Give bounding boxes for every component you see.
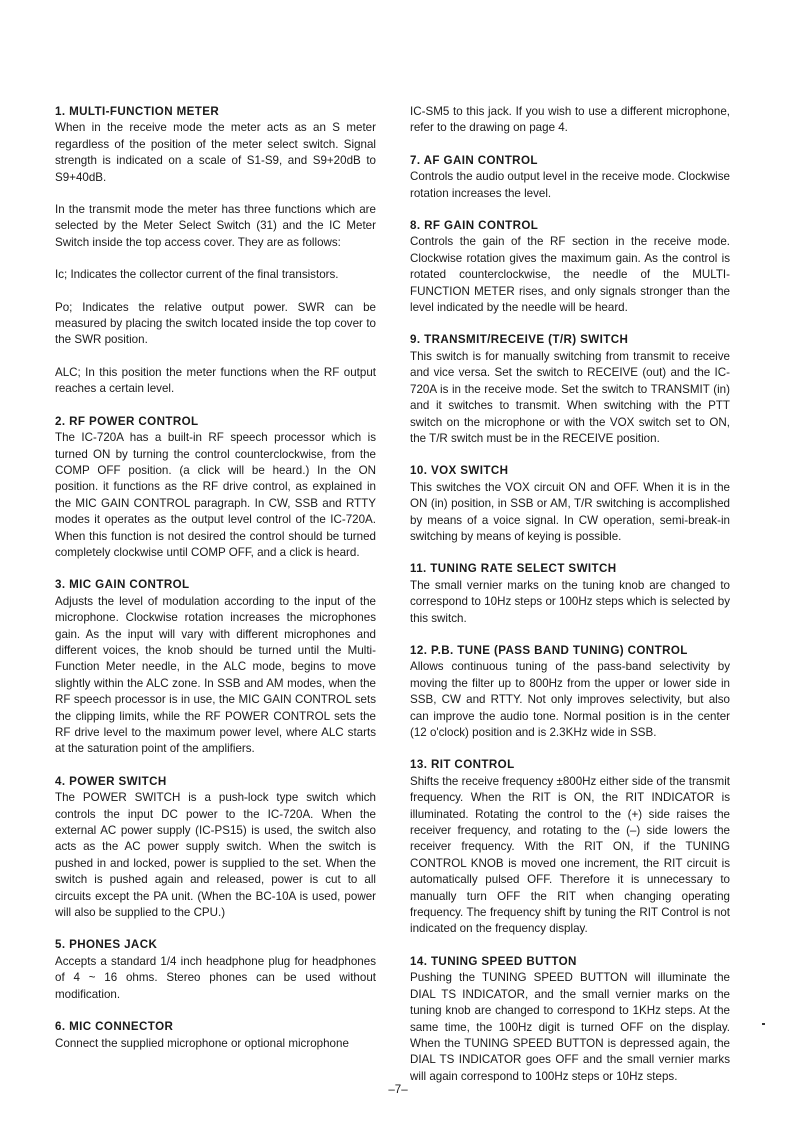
section bbox=[410, 561, 730, 627]
section-heading: 11. TUNING RATE SELECT SWITCH bbox=[410, 562, 617, 576]
section-heading: 9. TRANSMIT/RECEIVE (T/R) SWITCH bbox=[410, 333, 629, 347]
section-paragraph: This switches the VOX circuit ON and OFF. When it is in the ON (in) position, in SSB or AM, T/R switching is accomplished by means of a voice signal. In CW operation, semi-break-in switching by means of keying is possible. bbox=[410, 480, 730, 543]
section bbox=[410, 332, 730, 447]
section-heading: 7. AF GAIN CONTROL bbox=[410, 153, 538, 167]
section bbox=[410, 104, 730, 137]
section-paragraph: Connect the supplied microphone or optional microphone bbox=[55, 1036, 349, 1050]
section bbox=[410, 218, 730, 316]
section-paragraph: This switch is for manually switching from transmit to receive and vice versa. Set the switch to RECEIVE (out) and the IC-720A is in the receive mode. Set the switch to TRANSMIT (in) and it switches to transmit. When switching with the PTT switch on the microphone or with the VOX switch set to ON, the T/R switch must be in the RECEIVE position. bbox=[410, 349, 730, 445]
section-paragraph: Controls the audio output level in the receive mode. Clockwise rotation increases the level. bbox=[410, 170, 730, 200]
section bbox=[410, 463, 730, 545]
section bbox=[55, 104, 376, 398]
section-paragraph: Ic; Indicates the collector current of the final transistors. bbox=[55, 268, 339, 282]
section-heading: 4. POWER SWITCH bbox=[55, 774, 167, 788]
section-paragraph: The POWER SWITCH is a push-lock type switch which controls the input DC power to the IC-720A. When the external AC power supply (IC-PS15) is used, the switch also acts as the AC power supply switch. When the switch is pushed in and locked, power is supplied to the set. When the switch is pushed again and released, power is cut to all circuits except the PA unit. (When the BC-10A is used, power will also be supplied to the CPU.) bbox=[55, 791, 376, 920]
section-heading: 5. PHONES JACK bbox=[55, 938, 158, 952]
section bbox=[55, 577, 376, 757]
section bbox=[55, 937, 376, 1003]
section-heading: 14. TUNING SPEED BUTTON bbox=[410, 954, 577, 968]
section bbox=[410, 643, 730, 741]
section bbox=[410, 757, 730, 937]
section-heading: 6. MIC CONNECTOR bbox=[55, 1020, 174, 1034]
section bbox=[410, 153, 730, 202]
section-paragraph: ALC; In this position the meter functions when the RF output reaches a certain level. bbox=[55, 365, 376, 396]
section-heading: 12. P.B. TUNE (PASS BAND TUNING) CONTROL bbox=[410, 643, 688, 657]
section bbox=[55, 1019, 376, 1052]
section-heading: 2. RF POWER CONTROL bbox=[55, 414, 199, 428]
section-paragraph: The IC-720A has a built-in RF speech processor which is turned ON by turning the control counterclockwise, from the COMP OFF position. (a click will be heard.) In the ON position. it functions as the RF drive control, as explained in the MIC GAIN CONTROL paragraph. In CW, SSB and RTTY modes it operates as the output level control of the IC-720A. When this function is not desired the control should be turned completely clockwise until COMP OFF, and a click is heard. bbox=[55, 431, 376, 559]
section-paragraph: Pushing the TUNING SPEED BUTTON will illuminate the DIAL TS INDICATOR, and the small vernier marks on the tuning knob are changed to correspond to 1KHz steps. At the same time, the 100Hz digit is turned OFF on the display. When the TUNING SPEED BUTTON is depressed again, the DIAL TS INDICATOR goes OFF and the small vernier marks will again correspond to 100Hz steps or 10Hz steps. bbox=[410, 971, 730, 1083]
section-paragraph: Accepts a standard 1/4 inch headphone plug for headphones of 4 ~ 16 ohms. Stereo phones can be used without modification. bbox=[55, 954, 376, 1001]
section bbox=[55, 774, 376, 922]
left-column bbox=[55, 104, 376, 1052]
section-heading: 1. MULTI-FUNCTION METER bbox=[55, 105, 220, 118]
section-heading: 13. RIT CONTROL bbox=[410, 758, 515, 772]
section-heading: 10. VOX SWITCH bbox=[410, 464, 509, 478]
section-paragraph: Controls the gain of the RF section in the receive mode. Clockwise rotation gives the maximum gain. As the control is rotated counterclockwise, the needle of the MULTI-FUNCTION METER rises, and only signals stronger than the level indicated by the needle will be heard. bbox=[410, 235, 730, 315]
stray-mark bbox=[762, 1023, 765, 1025]
section-paragraph: Po; Indicates the relative output power. SWR can be measured by placing the switch located inside the top cover to the SWR position. bbox=[55, 300, 376, 347]
section bbox=[410, 954, 730, 1085]
section-paragraph: When in the receive mode the meter acts as an S meter regardless of the position of the meter select switch. Signal strength is indicated on a scale of S1-S9, and S9+20dB to S9+40dB. bbox=[55, 121, 376, 184]
page-number: –7– bbox=[388, 1083, 408, 1096]
section-paragraph: The small vernier marks on the tuning knob are changed to correspond to 10Hz steps or 100Hz steps which is selected by this switch. bbox=[410, 578, 730, 625]
section-paragraph: Shifts the receive frequency ±800Hz either side of the transmit frequency. When the RIT is ON, the RIT INDICATOR is illuminated. Rotating the control to the (+) side raises the receiver frequency, and rotating to the (–) side lowers the receiver frequency. With the RIT ON, if the TUNING CONTROL KNOB is moved one increment, the RIT circuit is automatically pulsed OFF. Therefore it is unnecessary to manually turn OFF the RIT when changing operating frequency. The frequency shift by tuning the RIT Control is not indicated on the frequency display. bbox=[410, 774, 730, 936]
section-paragraph: IC-SM5 to this jack. If you wish to use a different microphone, refer to the drawing on page 4. bbox=[410, 105, 730, 135]
right-column bbox=[410, 104, 730, 1085]
section-heading: 8. RF GAIN CONTROL bbox=[410, 219, 539, 233]
section-heading: 3. MIC GAIN CONTROL bbox=[55, 578, 190, 592]
section-paragraph: In the transmit mode the meter has three functions which are selected by the Meter Select Switch (31) and the IC Meter Switch inside the top access cover. They are as follows: bbox=[55, 203, 376, 249]
section bbox=[55, 414, 376, 562]
section-paragraph: Allows continuous tuning of the pass-band selectivity by moving the filter up to 800Hz from the upper or lower side in SSB, CW and RTTY. Not only improves selectivity, but also can improve the audio tone. Normal position is in the center (12 o'clock) position and is 2.3KHz wide in SSB. bbox=[410, 660, 730, 739]
section-paragraph: Adjusts the level of modulation according to the input of the microphone. Clockwise rotation increases the microphones gain. As the input will vary with different microphones and different voices, the knob should be turned until the Multi-Function Meter needle, in the ALC mode, begins to move slightly within the ALC zone. In SSB and AM modes, when the RF speech processor is in use, the MIC GAIN CONTROL sets the clipping limits, while the RF POWER CONTROL sets the RF drive level to the maximum power level, where ALC starts at the saturation point of the amplifiers. bbox=[55, 594, 376, 756]
